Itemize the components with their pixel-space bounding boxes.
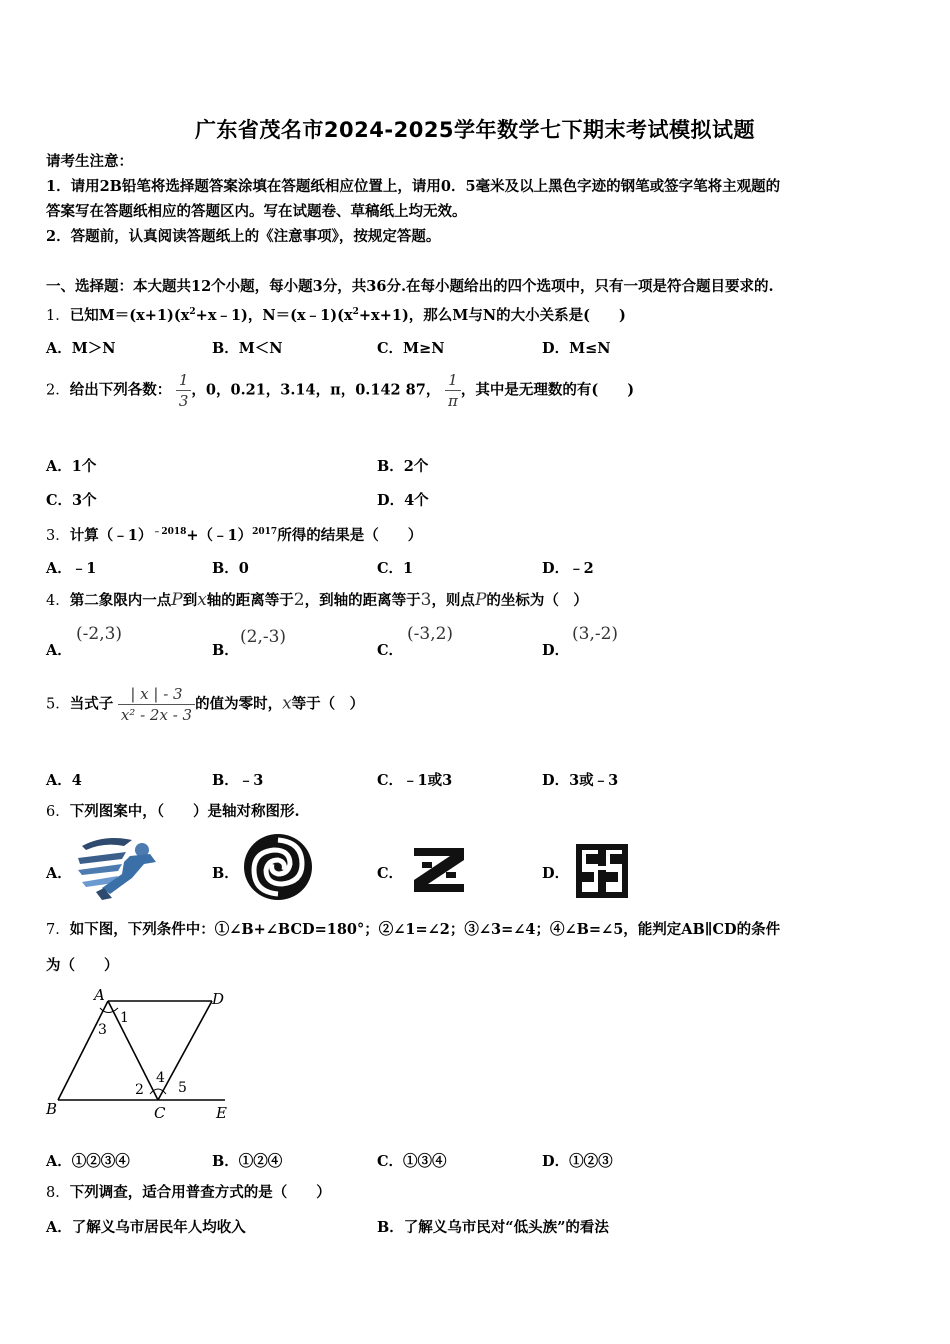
point-label-e: E (216, 1104, 227, 1122)
notice-heading: 请考生注意： (46, 153, 133, 170)
q5-option-a: A．4 (46, 772, 82, 789)
q6-label-d: D． (542, 865, 570, 882)
q1-option-d: D．M≤N (542, 340, 611, 357)
q2-option-b: B．2个 (377, 458, 429, 475)
knot-pattern-icon (408, 842, 470, 898)
question-8: 8．下列调查，适合用普查方式的是（ ） (46, 1184, 331, 1201)
question-number: 6． (46, 804, 70, 820)
q7-option-d: D．①②③ (542, 1153, 613, 1170)
question-3: 3．计算（﹣1）$^{﹣2018}$+（﹣1）$^{2017}$所得的结果是（ ） (46, 526, 423, 544)
line-ac (108, 1001, 158, 1100)
q3-option-b: B．0 (212, 560, 249, 577)
swirl-pattern-icon (242, 832, 314, 902)
q2-option-d: D．4个 (377, 492, 429, 509)
q5-option-d: D．3或﹣3 (542, 772, 619, 789)
question-5: 5．当式子 $\frac{| x | - 3}{\text{x² - 2x - 3}}$ 的值为零时，x等于（ ） (46, 685, 365, 724)
q4-label-b: B． (212, 642, 239, 659)
q1-option-b: B．M＜N (212, 340, 283, 357)
q5-option-c: C．﹣1或3 (377, 772, 453, 789)
question-6: 6．下列图案中，（ ）是轴对称图形. (46, 803, 300, 820)
q1-option-a: A．M＞N (46, 340, 116, 357)
q7-option-a: A．①②③④ (46, 1153, 130, 1170)
q4-label-d: D． (542, 642, 570, 659)
q4-value-d: (3,-2) (572, 624, 619, 644)
q1-option-c: C．M≥N (377, 340, 445, 357)
question-number: 3． (46, 527, 70, 544)
q3-option-c: C．1 (377, 560, 414, 577)
question-number: 4． (46, 593, 70, 609)
angle-label-4: 4 (156, 1070, 165, 1086)
notice-line-2: 2．答题前，认真阅读答题纸上的《注意事项》，按规定答题。 (46, 228, 441, 245)
q6-label-b: B． (212, 865, 239, 882)
q7-option-b: B．①②④ (212, 1153, 283, 1170)
geometry-figure (40, 984, 240, 1124)
fraction-one-third: $\frac{1}{3}$ (176, 370, 192, 411)
q5-option-b: B．﹣3 (212, 772, 264, 789)
q8-option-a: A．了解义乌市居民年人均收入 (46, 1219, 246, 1236)
question-number: 5． (46, 696, 70, 713)
angle-label-1: 1 (120, 1010, 129, 1026)
q4-value-b: (2,-3) (240, 627, 287, 647)
q7-option-c: C．①③④ (377, 1153, 447, 1170)
q4-label-a: A． (46, 642, 72, 659)
fraction-expression: $\frac{| x | - 3}{\text{x² - 2x - 3}}$ (118, 684, 195, 725)
angle-label-3: 3 (98, 1022, 107, 1038)
notice-line-1: 1．请用2B铅笔将选择题答案涂填在答题纸相应位置上，请用0．5毫米及以上黑色字迹的钢笔或签字笔将主观题的 (46, 178, 781, 195)
fraction-one-over-pi: $\frac{1}{\pi}$ (445, 370, 461, 411)
question-number: 7． (46, 922, 70, 938)
question-number: 8． (46, 1185, 70, 1201)
angle-label-5: 5 (178, 1080, 187, 1096)
q4-label-c: C． (377, 642, 404, 659)
section-heading: 一、选择题：本大题共12个小题，每小题3分，共36分.在每小题给出的四个选项中，只有一项是符合题目要求的. (46, 278, 774, 295)
q2-option-c: C．3个 (46, 492, 97, 509)
q8-option-b: B．了解义乌市民对“低头族”的看法 (377, 1219, 609, 1236)
runner-logo-icon (74, 832, 158, 902)
point-label-d: D (212, 990, 225, 1008)
line-ab (58, 1001, 108, 1100)
point-label-a: A (94, 986, 105, 1004)
q4-value-c: (-3,2) (407, 624, 454, 644)
question-2: 2．给出下列各数： $\frac{1}{3}$ ，0，0.21，3.14，π，0.142 87， $\frac{1}{\pi}$ ，其中是无理数的有( ) (46, 371, 635, 410)
q6-label-a: A． (46, 865, 72, 882)
question-number: 1． (46, 307, 70, 324)
angle-label-2: 2 (135, 1082, 144, 1098)
question-7: 7．如下图，下列条件中：①∠B+∠BCD=180°；②∠1=∠2；③∠3=∠4；④∠B=∠5，能判定AB∥CD的条件 (46, 921, 781, 938)
q4-value-a: (-2,3) (76, 624, 123, 644)
fret-pattern-icon (574, 842, 630, 900)
question-number: 2． (46, 382, 70, 399)
q2-option-a: A．1个 (46, 458, 97, 475)
notice-line-1b: 答案写在答题纸相应的答题区内。写在试题卷、草稿纸上均无效。 (46, 203, 467, 220)
q3-option-d: D．﹣2 (542, 560, 594, 577)
question-4: 4．第二象限内一点P到x轴的距离等于2，到轴的距离等于3，则点P的坐标为（ ） (46, 590, 588, 610)
question-7-cont: 为（ ） (46, 957, 119, 974)
point-label-c: C (154, 1104, 166, 1122)
question-1: 1．已知$M=(x+1)(x^2+x﹣1)$，$N=(x﹣1)(x^2+x+1)$，那么M与N的大小关系是( ) (46, 306, 626, 324)
q3-option-a: A．﹣1 (46, 560, 97, 577)
point-label-b: B (46, 1100, 58, 1118)
q6-label-c: C． (377, 865, 404, 882)
page-title: 广东省茂名市2024-2025学年数学七下期末考试模拟试题 (194, 118, 756, 142)
